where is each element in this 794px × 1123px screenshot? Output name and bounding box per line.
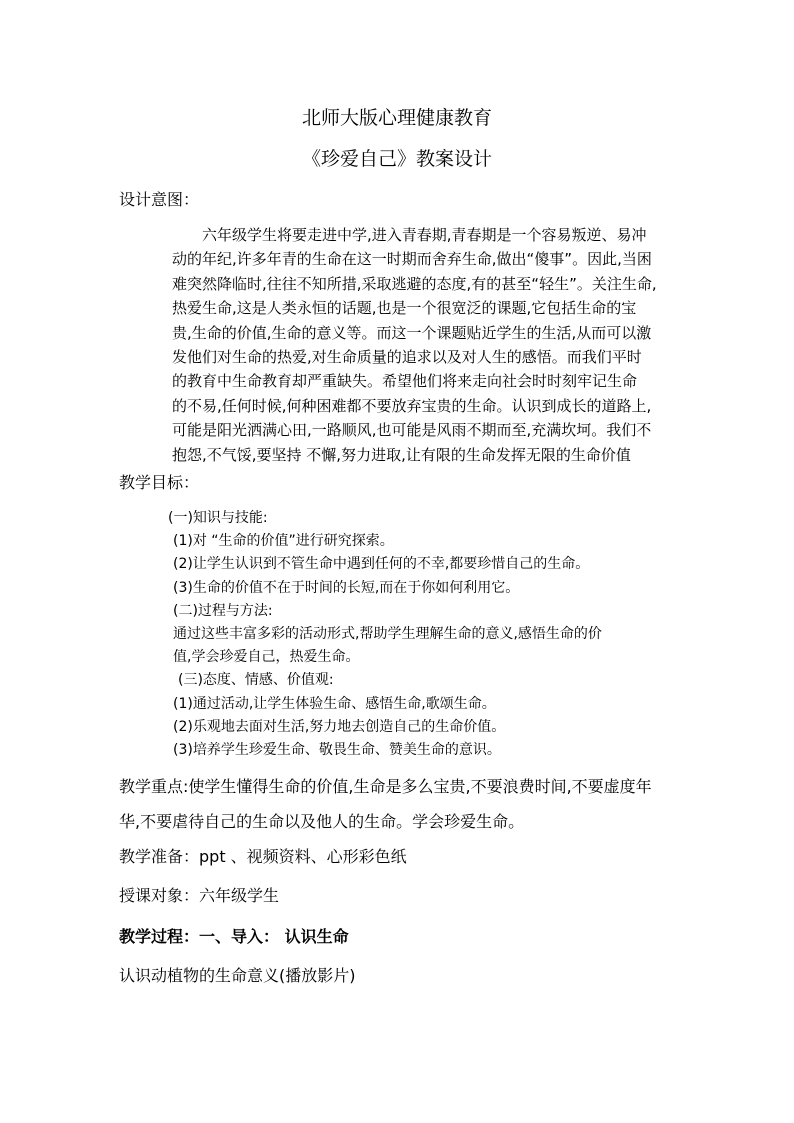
preparation-text: 教学准备：ppt 、视频资料、心形彩色纸 bbox=[119, 847, 407, 866]
goals-line: (二)过程与方法: bbox=[173, 602, 273, 619]
intent-line: 贵,生命的价值,生命的意义等。而这一个课题贴近学生的生活,从而可以激 bbox=[172, 323, 652, 342]
goals-line: (1)对 “生命的价值”进行研究探索。 bbox=[173, 533, 394, 550]
intent-line: 热爱生命,这是人类永恒的话题,也是一个很宽泛的课题,它包括生命的宝 bbox=[172, 299, 637, 318]
goals-list bbox=[168, 507, 602, 762]
goals-line: 通过这些丰富多彩的活动形式,帮助学生理解生命的意义,感悟生命的价 bbox=[173, 626, 602, 643]
goals-line: 值,学会珍爱自己，热爱生命。 bbox=[173, 649, 360, 666]
goals-line: (1)通过活动,让学生体验生命、感悟生命,歌颂生命。 bbox=[173, 695, 496, 712]
intent-line: 可能是阳光洒满心田,一路顺风,也可能是风雨不期而至,充满坎坷。我们不 bbox=[172, 421, 652, 440]
intent-line: 动的年纪,许多年青的生命在这一时期而舍弃生命,做出“傻事”。因此,当困 bbox=[172, 250, 652, 269]
intent-line: 六年级学生将要走进中学,进入青春期,青春期是一个容易叛逆、易冲 bbox=[202, 226, 647, 244]
process-heading: 教学过程：一、导入： 认识生命 bbox=[119, 927, 349, 946]
goals-line: (2)让学生认识到不管生命中遇到任何的不幸,都要珍惜自己的生命。 bbox=[173, 556, 590, 573]
intent-line: 发他们对生命的热爱,对生命质量的追求以及对人生的感悟。而我们平时 bbox=[172, 348, 642, 367]
goals-line: (2)乐观地去面对生活,努力地去创造自己的生命价值。 bbox=[173, 718, 506, 735]
document-title: 北师大版心理健康教育 bbox=[301, 107, 492, 129]
intent-heading: 设计意图： bbox=[119, 190, 200, 209]
intro-text: 认识动植物的生命意义(播放影片) bbox=[119, 966, 356, 985]
document-subtitle: 《珍爱自己》教案设计 bbox=[301, 148, 492, 170]
goals-line: (3)培养学生珍爱生命、敬畏生命、赞美生命的意识。 bbox=[173, 742, 501, 759]
goals-line: (一)知识与技能: bbox=[168, 510, 268, 526]
intent-line: 的教育中生命教育却严重缺失。希望他们将来走向社会时时刻牢记生命 bbox=[172, 372, 638, 391]
goals-line: (三)态度、情感、价值观: bbox=[178, 672, 334, 689]
key-point-line: 华,不要虐待自己的生命以及他人的生命。学会珍爱生命。 bbox=[119, 812, 525, 831]
intent-line: 的不易,任何时候,何种困难都不要放弃宝贵的生命。认识到成长的道路上, bbox=[172, 396, 652, 415]
goals-heading: 教学目标： bbox=[119, 473, 200, 492]
goals-line: (3)生命的价值不在于时间的长短,而在于你如何利用它。 bbox=[173, 579, 520, 596]
audience-text: 授课对象：六年级学生 bbox=[119, 886, 280, 905]
intent-paragraph bbox=[172, 223, 662, 467]
key-point-line: 教学重点:使学生懂得生命的价值,生命是多么宝贵,不要浪费时间,不要虚度年 bbox=[119, 777, 652, 796]
intent-line: 抱怨,不气馁,要坚持 不懈,努力进取,让有限的生命发挥无限的生命价值 bbox=[172, 445, 631, 464]
intent-line: 难突然降临时,往往不知所措,采取逃避的态度,有的甚至“轻生”。关注生命, bbox=[172, 274, 657, 293]
